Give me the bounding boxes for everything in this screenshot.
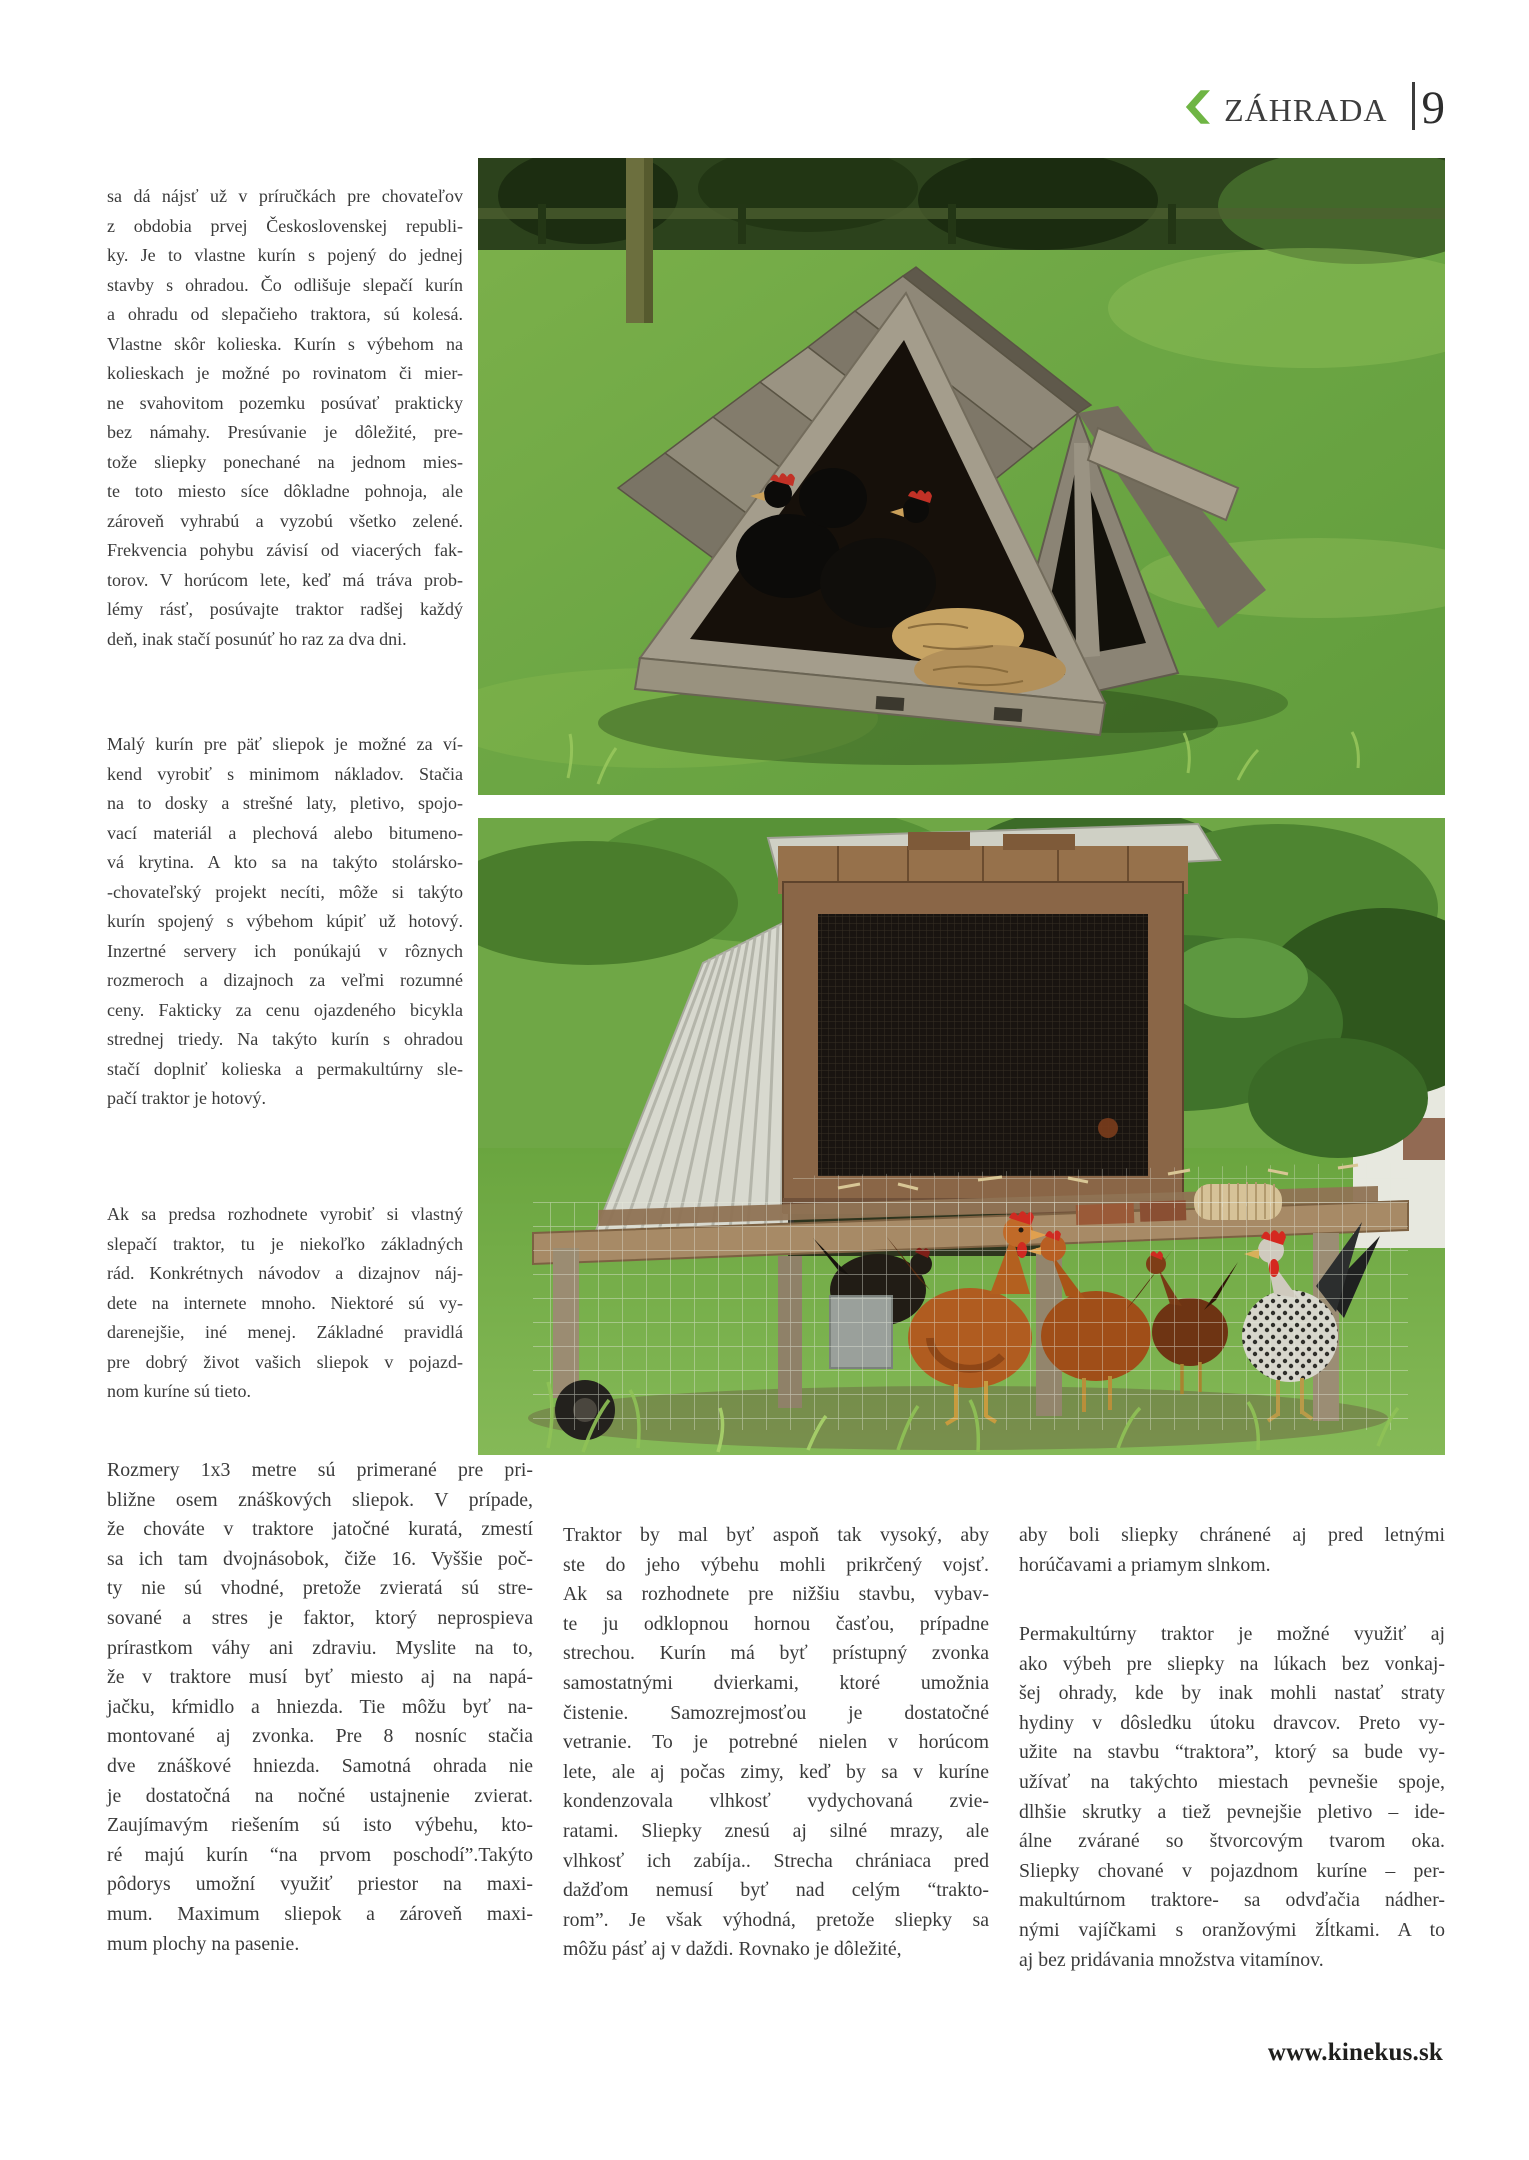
text-line: na to dosky a strešné laty, pletivo, spojo-: [107, 793, 463, 813]
text-line: stavby s ohradou. Čo odlišuje slepačí kurín: [107, 274, 463, 295]
text-line: kend vyrobiť s minimom nákladov. Stačia: [107, 763, 463, 784]
chevron-left-shape: [1186, 90, 1210, 123]
text-line: -chovateľský projekt necíti, môže si takýto: [107, 881, 463, 902]
text-line: Zaujímavým riešením sú isto výbehu, kto-: [107, 1814, 533, 1837]
text-line: zároveň vyhrabú a vyzobú všetko zelené.: [107, 510, 463, 531]
text-line: sa ich tam dvojnásobok, čiže 16. Vyššie poč-: [107, 1547, 533, 1570]
text-line: Ak sa rozhodnete pre nižšiu stavbu, vybav-: [563, 1583, 989, 1606]
text-line: ty nie sú vhodné, pretože zvieratá sú stre-: [107, 1577, 533, 1600]
text-line: Traktor by mal byť aspoň tak vysoký, aby: [563, 1524, 989, 1546]
text-line: vací materiál a plechová alebo bitumeno-: [107, 822, 463, 843]
text-line: Inzertné servery ich ponúkajú v rôznych: [107, 940, 463, 961]
text-line: rád. Konkrétnych návodov a dizajnov náj-: [107, 1263, 463, 1283]
text-line: strechou. Kurín má byť prístupný zvonka: [563, 1642, 989, 1665]
text-line: Frekvencia pohybu závisí od viacerých fak-: [107, 540, 463, 560]
wire-mesh-front: [533, 1202, 1408, 1430]
text-line: horúčavami a priamym slnkom.: [1019, 1553, 1271, 1576]
text-line: rom”. Je však výhodná, pretože sliepky sa: [563, 1908, 989, 1931]
text-line: tože sliepky ponechané na jednom mies-: [107, 451, 463, 472]
text-line: dete na internete mnoho. Niektoré sú vy-: [107, 1292, 463, 1313]
text-line: jačku, kŕmidlo a hniezda. Tie môžu byť na-: [107, 1695, 533, 1718]
coop-box: [783, 882, 1183, 1214]
text-line: ne svahovitom pozemku posúvať prakticky: [107, 392, 463, 413]
text-line: užite na stavbu “traktora”, ktorý sa bude vy-: [1019, 1741, 1445, 1764]
text-line: darenejšie, iné menej. Základné pravidlá: [107, 1322, 463, 1342]
text-line: sa dá nájsť už v príručkách pre chovateľov: [107, 186, 463, 206]
article-paragraph-6: [1019, 1521, 1445, 1580]
text-line: stačí doplniť kolieska a permakultúrny sle-: [107, 1058, 463, 1079]
text-line: môžu pásť aj v daždi. Rovnako je dôležité,: [563, 1938, 902, 1961]
text-line: dlhšie skrutky a tiež pevnejšie pletivo – ide-: [1019, 1800, 1445, 1823]
text-line: že chováte v traktore jatočné kuratá, zmestí: [107, 1518, 533, 1541]
text-line: ako výbeh pre sliepky na lúkach bez vonkaj-: [1019, 1652, 1445, 1675]
article-paragraph-5: [563, 1521, 989, 1965]
section-title: ZÁHRADA: [1224, 92, 1388, 128]
photo-mobile-coop-run: [478, 818, 1445, 1455]
text-line: mum. Maximum sliepok a zároveň maxi-: [107, 1902, 533, 1925]
text-line: torov. V horúcom lete, keď má tráva prob-: [107, 569, 463, 590]
text-line: Rozmery 1x3 metre sú primerané pre pri-: [107, 1459, 533, 1481]
text-line: kurín spojený s výbehom kúpiť už hotový.: [107, 911, 463, 931]
text-line: vlhkosť ich zabíja.. Strecha chrániaca pred: [563, 1849, 989, 1872]
page-number: 9: [1421, 81, 1445, 134]
text-line: vá krytina. A kto sa na takýto stolársko-: [107, 852, 463, 872]
text-line: čistenie. Samozrejmosťou je dostatočné: [563, 1701, 989, 1724]
text-line: ky. Je to vlastne kurín s pojený do jednej: [107, 245, 463, 265]
text-line: lémy rásť, posúvajte traktor radšej každý: [107, 599, 463, 619]
text-line: prírastkom váhy ani zdraviu. Myslite na to,: [107, 1636, 533, 1659]
text-line: pre dobrý život vašich sliepok v pojazd-: [107, 1351, 463, 1372]
article-paragraph-7: [1019, 1620, 1445, 1975]
hinge: [994, 707, 1023, 722]
text-line: pačí traktor je hotový.: [107, 1088, 266, 1108]
text-line: šej ohrady, kde by inak mohli nastať straty: [1019, 1682, 1445, 1705]
text-line: makultúrnom traktore- sa odvďačia nádher-: [1019, 1889, 1445, 1912]
website-url: www.kinekus.sk: [1267, 2039, 1443, 2066]
text-line: kondenzovala vlhkosť vydychovaná zvie-: [563, 1790, 989, 1813]
text-line: Ak sa predsa rozhodnete vyrobiť si vlastný: [107, 1204, 463, 1224]
text-line: aj bez pridávania množstva vitamínov.: [1019, 1948, 1324, 1971]
text-line: rozmeroch a dizajnoch za veľmi rozumné: [107, 970, 463, 990]
text-line: dve znáškové hniezda. Samotná ohrada nie: [107, 1754, 533, 1777]
text-line: užívať na takýchto miestach pevnešie spoje,: [1019, 1770, 1445, 1793]
text-line: Permakultúrny traktor je možné využiť aj: [1019, 1623, 1445, 1645]
text-line: bez námahy. Presúvanie je dôležité, pre-: [107, 422, 463, 442]
text-line: že v traktore musí byť miesto aj na napá-: [107, 1666, 533, 1689]
chevron-left-icon: [1184, 89, 1210, 125]
text-line: te ju odklopnou hornou časťou, prípadne: [563, 1612, 989, 1635]
text-line: ré majú kurín “na prvom poschodí”.Takýto: [107, 1843, 533, 1866]
text-line: hydiny v dôsledku útoku dravcov. Preto vy-: [1019, 1711, 1445, 1734]
text-line: a ohradu od slepačieho traktora, sú kolesá.: [107, 304, 463, 324]
text-line: nými vajíčkami s oranžovými žĺtkami. A to: [1019, 1918, 1445, 1941]
text-line: bližne osem znáškových sliepok. V prípade,: [107, 1488, 533, 1511]
text-line: je dostatočná na nočné ustajnenie zvierat.: [107, 1784, 533, 1807]
text-line: aby boli sliepky chránené aj pred letnými: [1019, 1524, 1445, 1546]
text-line: ratami. Sliepky znesú aj silné mrazy, ale: [563, 1819, 989, 1842]
text-line: Sliepky chované v pojazdnom kuríne – per-: [1019, 1859, 1445, 1882]
text-line: nom kuríne sú tieto.: [107, 1381, 251, 1401]
article-paragraph-1: [107, 182, 463, 654]
text-line: slepačí traktor, tu je niekoľko základných: [107, 1233, 463, 1254]
text-line: lete, ale aj počas zimy, keď by sa v kuríne: [563, 1760, 989, 1783]
text-line: dažďom nemusí byť nad celým “trakto-: [563, 1879, 989, 1902]
text-line: ste do jeho výbehu mohli prikrčený vojsť.: [563, 1553, 989, 1576]
text-line: kolieskach je možné po rovinatom či mier-: [107, 363, 463, 383]
photo-aframe-chicken-tractor: [478, 158, 1445, 795]
text-line: pôdorys umožní využiť priestor na maxi-: [107, 1873, 533, 1896]
text-line: Vlastne skôr kolieska. Kurín s výbehom na: [107, 333, 463, 354]
text-line: vetranie. To je potrebné nielen v horúcom: [563, 1731, 989, 1754]
page-header: [1184, 81, 1445, 134]
text-line: ceny. Fakticky za cenu ojazdeného bicykla: [107, 999, 463, 1020]
text-line: z obdobia prvej Československej republi-: [107, 215, 463, 236]
article-paragraph-4: [107, 1456, 533, 1959]
article-paragraph-2: [107, 730, 463, 1114]
text-line: álne zvárané so štvorcovým tvarom oka.: [1019, 1830, 1445, 1853]
text-line: mum plochy na pasenie.: [107, 1932, 300, 1955]
text-line: montované aj zvonka. Pre 8 nosníc stačia: [107, 1725, 533, 1748]
text-line: Malý kurín pre päť sliepok je možné za ví-: [107, 734, 463, 754]
text-line: strednej triedy. Na takýto kurín s ohradou: [107, 1029, 463, 1049]
separator-bar: [1412, 82, 1415, 130]
text-line: te toto miesto síce dôkladne pohnoja, ale: [107, 481, 463, 501]
text-line: samostatnými dvierkami, ktoré umožnia: [563, 1671, 989, 1694]
text-line: sované a stres je faktor, ktorý neprospieva: [107, 1606, 533, 1629]
article-paragraph-3: [107, 1200, 463, 1407]
text-line: deň, inak stačí posunúť ho raz za dva dni.: [107, 628, 407, 649]
hinge: [876, 696, 905, 711]
